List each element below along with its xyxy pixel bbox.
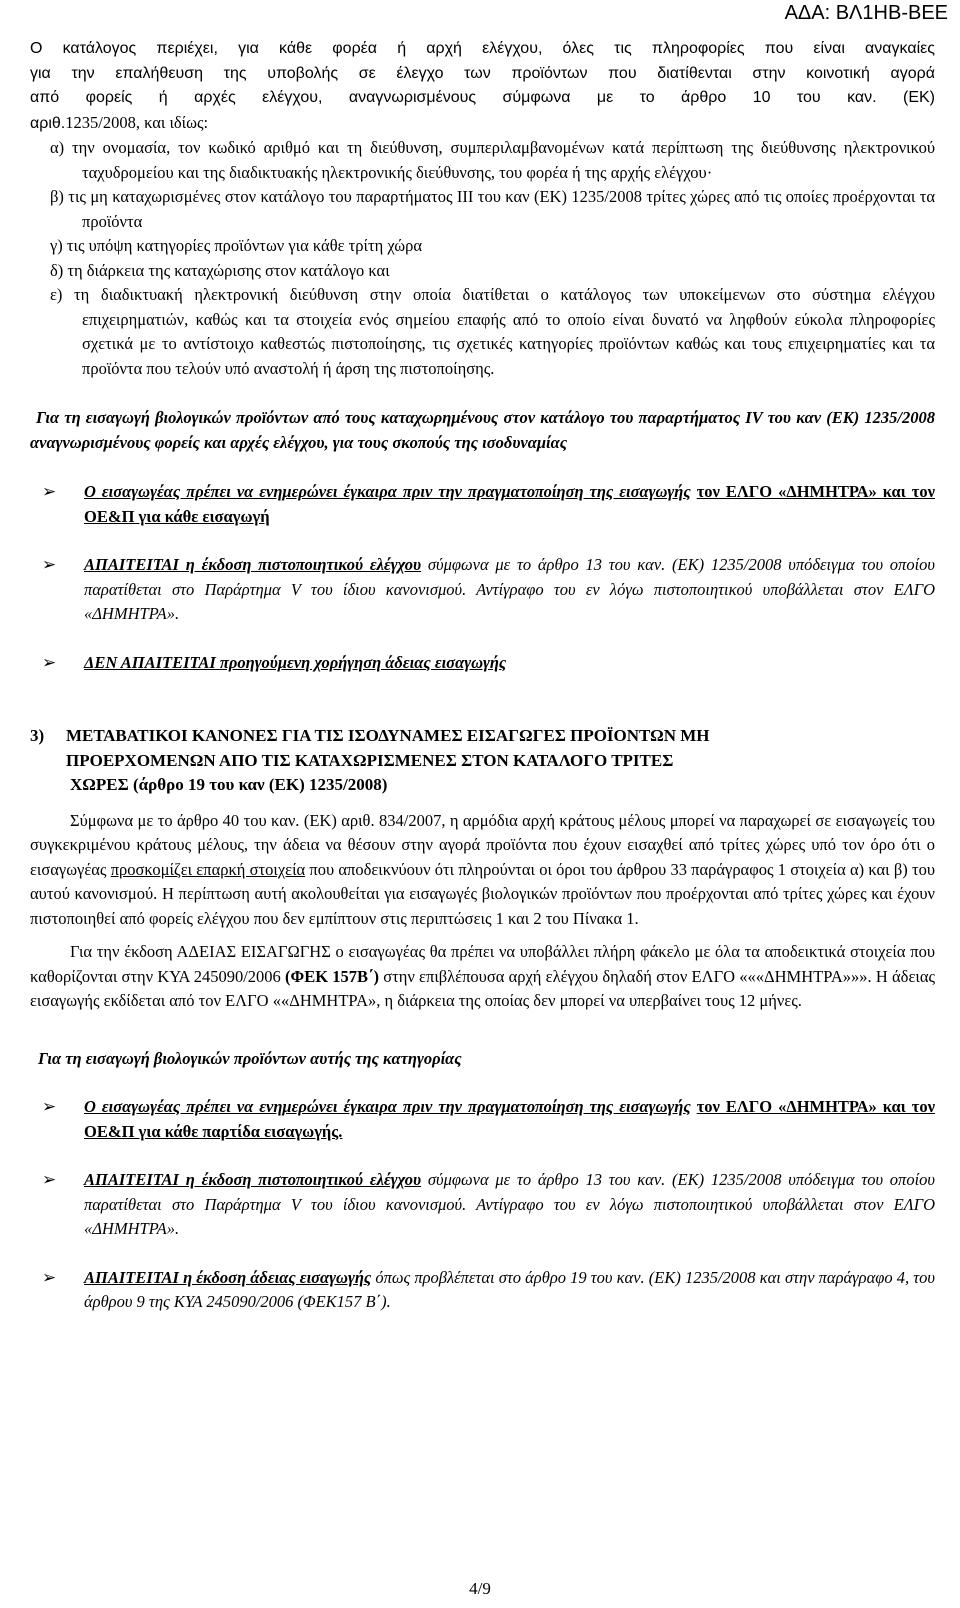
paragraph-import-license-2: στην επιβλέπουσα αρχή ελέγχου δηλαδή στον ΕΛΓΟ «««ΔΗΜΗΤΡΑ»»». Η άδειας εισαγωγής εκδίδεται από τον ΕΛΓΟ ««ΔΗΜΗΤΡΑ», η διάρκεια της οποίας δεν μπορεί να υπερβαίνει τους 12 μήνες. bbox=[30, 966, 935, 1010]
page-number: 4/9 bbox=[469, 1579, 491, 1598]
bullet-license-required-rest: όπως προβλέπεται στο άρθρο 19 του καν. (ΕΚ) 1235/2008 και στην παράγραφο 4, του άρθρου 9 της ΚΥΑ 245090/2006 (ΦΕΚ157 Β΄). bbox=[84, 1267, 935, 1311]
intro-line-2: για την επαλήθευση της υποβολής σε έλεγχο των προϊόντων που διατίθενται στην κοινοτική αγορά bbox=[30, 64, 935, 82]
intro-regulation: 1235/2008, και ιδίως: bbox=[65, 112, 209, 132]
paragraph-article-40-underlined: προσκομίζει επαρκή στοιχεία bbox=[110, 859, 306, 879]
section-3-number: 3) bbox=[30, 726, 45, 745]
bullet-certificate-2-lead: ΑΠΑΙΤΕΙΤΑΙ η έκδοση πιστοποιητικού ελέγχου bbox=[84, 1170, 422, 1189]
list-item-b: β) τις μη καταχωρισμένες στον κατάλογο του παραρτήματος ΙΙΙ του καν (ΕΚ) 1235/2008 τρίτες χώρες από τις οποίες προέρχονται τα προϊόντα bbox=[50, 187, 935, 231]
intro-line-3: από φορείς ή αρχές ελέγχου, αναγνωρισμένους σύμφωνα με το άρθρο 10 του καν. (ΕΚ) bbox=[30, 89, 935, 106]
paragraph-import-license-1: Για την έκδοση ΑΔΕΙΑΣ ΕΙΣΑΓΩΓΗΣ ο εισαγωγέας θα πρέπει να υποβάλλει πλήρη φάκελο με όλα τα αποδεικτικά στοιχεία που καθορίζονται στην ΚΥΑ 245090/2006 bbox=[30, 942, 935, 986]
paragraph-article-40-before: Σύμφωνα με το άρθρο 40 του καν. (ΕΚ) αριθ. 834/2007, η αρμόδια αρχή κράτους μέλους μπορεί να παραχωρεί σε εισαγωγείς του συγκεκριμένου κράτους μέλους, την άδεια να θέσουν στην αγορά προϊόντα που έχουν εισαχθεί από τρίτες χώρες υπό τον όρο ότι ο εισαγωγέας bbox=[30, 810, 935, 879]
arrow-bullet-icon: ➢ bbox=[42, 1097, 57, 1116]
arrow-bullet-icon: ➢ bbox=[42, 652, 57, 672]
list-item-d: δ) τη διάρκεια της καταχώρισης στον κατάλογο και bbox=[50, 260, 390, 280]
intro-line-4 bbox=[30, 111, 935, 137]
criteria-list bbox=[30, 136, 935, 381]
paragraph-article-40 bbox=[30, 809, 935, 932]
paragraph-import-license bbox=[30, 940, 935, 1014]
bullet-certificate-1 bbox=[30, 553, 935, 627]
section-3-line-1: ΜΕΤΑΒΑΤΙΚΟΙ ΚΑΝΟΝΕΣ ΓΙΑ ΤΙΣ ΙΣΟΔΥΝΑΜΕΣ ΕΙΣΑΓΩΓΕΣ ΠΡΟΪΟΝΤΩΝ ΜΗ bbox=[66, 726, 710, 745]
bullet-certificate-2 bbox=[30, 1168, 935, 1242]
list-item-c: γ) τις υπόψη κατηγορίες προϊόντων για κάθε τρίτη χώρα bbox=[50, 236, 423, 255]
arrow-bullet-icon: ➢ bbox=[42, 1170, 57, 1189]
bullet-certificate-2-rest: σύμφωνα με το άρθρο 13 του καν. (ΕΚ) 1235/2008 υπόδειγμα του οποίου παρατίθεται στο Παράρτημα V του ίδιου κανονισμού. Αντίγραφο του εν λόγω πιστοποιητικού υποβάλλεται στον ΕΛΓΟ «ΔΗΜΗΤΡΑ». bbox=[84, 1170, 935, 1238]
heading-category: Για τη εισαγωγή βιολογικών προϊόντων αυτής της κατηγορίας bbox=[38, 1048, 462, 1068]
bullet-license-required bbox=[30, 1266, 935, 1315]
intro-line-1: Ο κατάλογος περιέχει, για κάθε φορέα ή αρχή ελέγχου, όλες τις πληροφορίες που είναι αναγκαίες bbox=[30, 40, 935, 57]
arrow-bullet-icon: ➢ bbox=[42, 482, 57, 501]
bullet-notify-2-italic: Ο εισαγωγέας πρέπει να ενημερώνει έγκαιρα πριν την πραγματοποίηση της εισαγωγής bbox=[84, 1097, 691, 1116]
bullet-notify-2-bold: τον ΕΛΓΟ «ΔΗΜΗΤΡΑ» και τον ΟΕ&Π για κάθε παρτίδα εισαγωγής. bbox=[84, 1097, 935, 1141]
list-item-a: α) την ονομασία, τον κωδικό αριθμό και τη διεύθυνση, συμπεριλαμβανομένων κατά περίπτωση της διεύθυνσης ηλεκτρονικού ταχυδρομείου και της διαδικτυακής ηλεκτρονικής διεύθυνσης, του φορέα ή της αρχής ελέγχου· bbox=[50, 138, 935, 182]
heading-equivalence-part1: Για τη εισαγωγή βιολογικών προϊόντων από τους καταχωρημένους στον κατάλογο bbox=[36, 408, 605, 427]
heading-equivalence bbox=[30, 406, 935, 455]
bullet-certificate-1-rest: σύμφωνα με το άρθρο 13 του καν. (ΕΚ) 1235/2008 υπόδειγμα του οποίου παρατίθεται στο Παράρτημα V του ίδιου κανονισμού. Αντίγραφο του εν λόγω πιστοποιητικού υποβάλλεται στον ΕΛΓΟ «ΔΗΜΗΤΡΑ». bbox=[84, 555, 935, 623]
bullet-notify-1 bbox=[30, 480, 935, 529]
bullet-license-required-lead: ΑΠΑΙΤΕΙΤΑΙ η έκδοση άδειας εισαγωγής bbox=[84, 1267, 372, 1287]
document-page bbox=[30, 37, 935, 1315]
section-3-line-3: ΧΩΡΕΣ (άρθρο 19 του καν (ΕΚ) 1235/2008) bbox=[70, 775, 388, 794]
bullet-notify-2 bbox=[30, 1095, 935, 1144]
ada-code: ΑΔΑ: ΒΛ1ΗΒ-ΒΕΕ bbox=[784, 2, 948, 24]
bullet-no-license bbox=[30, 651, 935, 676]
paragraph-article-40-after: που αποδεικνύουν ότι πληρούνται οι όροι του άρθρου 33 παράγραφος 1 στοιχεία α) και β) του αυτού κανονισμού. Η περίπτωση αυτή ακολουθείται για εισαγωγές βιολογικών προϊόντων που προέρχονται από τρίτες χώρες και έχουν πιστοποιηθεί από φορείς ελέγχου που δεν εμπίπτουν στις περιπτώσεις 1 και 2 του Πίνακα 1. bbox=[30, 859, 935, 928]
arrow-bullet-icon: ➢ bbox=[42, 1267, 57, 1287]
arrow-bullet-icon: ➢ bbox=[42, 555, 57, 574]
bullet-no-license-text: ΔΕΝ ΑΠΑΙΤΕΙΤΑΙ προηγούμενη χορήγηση άδειας εισαγωγής bbox=[84, 652, 507, 672]
bullet-notify-1-bold: τον ΕΛΓΟ «ΔΗΜΗΤΡΑ» και τον ΟΕ&Π για κάθε εισαγωγή bbox=[84, 482, 935, 526]
bullet-certificate-1-lead: ΑΠΑΙΤΕΙΤΑΙ η έκδοση πιστοποιητικού ελέγχου bbox=[84, 555, 422, 574]
paragraph-import-license-fek: (ΦΕΚ 157Β΄) bbox=[285, 966, 379, 986]
section-3-line-2: ΠΡΟΕΡΧΟΜΕΝΩΝ ΑΠΟ ΤΙΣ ΚΑΤΑΧΩΡΙΣΜΕΝΕΣ ΣΤΟΝ ΚΑΤΑΛΟΓΟ ΤΡΙΤΕΣ bbox=[66, 750, 674, 770]
heading-equivalence-part2: του παραρτήματος IV του καν (ΕΚ) 1235/2008 αναγνωρισμένους φορείς και αρχές ελέγχου, για τους σκοπούς της ισοδυναμίας bbox=[30, 408, 936, 452]
intro-arith: αριθ. bbox=[30, 114, 66, 132]
list-item-e: ε) τη διαδικτυακή ηλεκτρονική διεύθυνση στην οποία διατίθεται ο κατάλογος των υποκείμενων στο σύστημα ελέγχου επιχειρηματιών, καθώς και τα στοιχεία ενός σημείου επαφής από το οποίο είναι δυνατό να ληφθούν εύκολα πληροφορίες σχετικά με το αντίστοιχο καθεστώς πιστοποίησης, τις σχετικές κατηγορίες προϊόντων καθώς και τους επιχειρηματίες και τα προϊόντα που τελούν υπό αναστολή ή άρση της πιστοποίησης. bbox=[50, 285, 935, 378]
section-3-heading bbox=[30, 724, 935, 798]
bullet-notify-1-italic: Ο εισαγωγέας πρέπει να ενημερώνει έγκαιρα πριν την πραγματοποίηση της εισαγωγής bbox=[84, 482, 691, 501]
intro-paragraph bbox=[30, 37, 935, 136]
